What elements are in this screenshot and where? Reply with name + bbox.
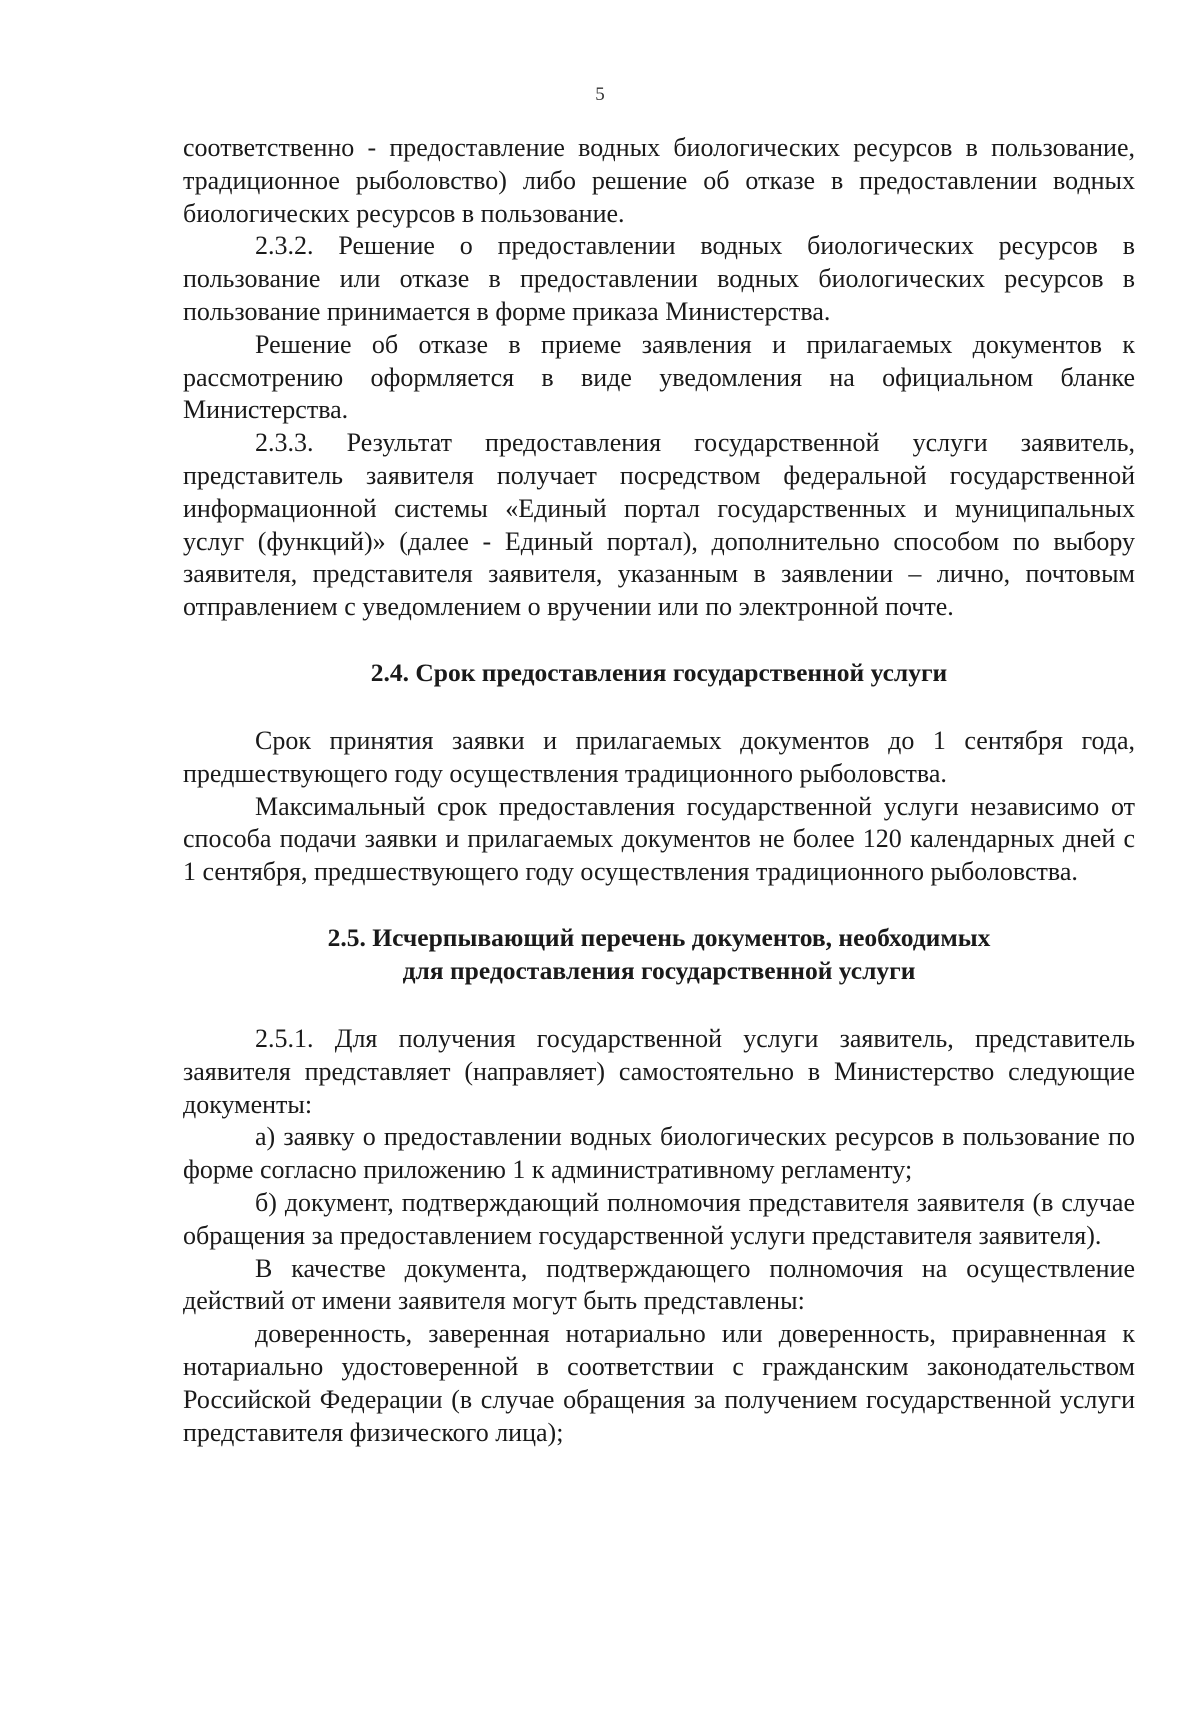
paragraph-authority-docs: В качестве документа, подтверждающего полномочия на осуществление действий от имени заявителя могут быть представлены: bbox=[183, 1253, 1135, 1316]
section-heading-2-5-line1: 2.5. Исчерпывающий перечень документов, необходимых bbox=[327, 922, 991, 952]
paragraph-deadline-acceptance: Срок принятия заявки и прилагаемых документов до 1 сентября года, предшествующего году осуществления традиционного рыболовства. bbox=[183, 725, 1135, 788]
list-item-b: б) документ, подтверждающий полномочия представителя заявителя (в случае обращения за предоставлением государственной услуги представителя заявителя). bbox=[183, 1187, 1135, 1250]
paragraph-2-5-1: 2.5.1. Для получения государственной услуги заявитель, представитель заявителя представляет (направляет) самостоятельно в Министерство следующие документы: bbox=[183, 1023, 1135, 1119]
paragraph-power-of-attorney: доверенность, заверенная нотариально или доверенность, приравненная к нотариально удостоверенной в соответствии с гражданским законодательством Российской Федерации (в случае обращения за получением государственной услуги представителя физического лица); bbox=[183, 1319, 1135, 1447]
paragraph-refusal-notice: Решение об отказе в приеме заявления и прилагаемых документов к рассмотрению оформляется в виде уведомления на официальном бланке Министерства. bbox=[183, 329, 1135, 425]
section-heading-2-5 bbox=[183, 921, 1135, 987]
document-body bbox=[183, 132, 1135, 1449]
list-item-a: а) заявку о предоставлении водных биологических ресурсов в пользование по форме согласно приложению 1 к административному регламенту; bbox=[183, 1122, 1135, 1185]
section-heading-2-4: 2.4. Срок предоставления государственной услуги bbox=[370, 657, 948, 687]
paragraph-2-3-3: 2.3.3. Результат предоставления государственной услуги заявитель, представитель заявителя получает посредством федеральной государственной информационной системы «Единый портал государственных и муниципальных услуг (функций)» (далее - Единый портал), дополнительно способом по выбору заявителя, представителя заявителя, указанным в заявлении – лично, почтовым отправлением с уведомлением о вручении или по электронной почте. bbox=[183, 428, 1135, 622]
paragraph-continuation: соответственно - предоставление водных биологических ресурсов в пользование, традиционное рыболовство) либо решение об отказе в предоставлении водных биологических ресурсов в пользование. bbox=[183, 133, 1135, 228]
page-number: 5 bbox=[595, 84, 605, 105]
paragraph-max-term: Максимальный срок предоставления государственной услуги независимо от способа подачи заявки и прилагаемых документов не более 120 календарных дней с 1 сентября, предшествующего году осуществления традиционного рыболовства. bbox=[183, 791, 1135, 887]
section-heading-2-5-line2: для предоставления государственной услуги bbox=[402, 955, 916, 985]
paragraph-2-3-2: 2.3.2. Решение о предоставлении водных биологических ресурсов в пользование или отказе в предоставлении водных биологических ресурсов в пользование принимается в форме приказа Министерства. bbox=[183, 231, 1135, 326]
